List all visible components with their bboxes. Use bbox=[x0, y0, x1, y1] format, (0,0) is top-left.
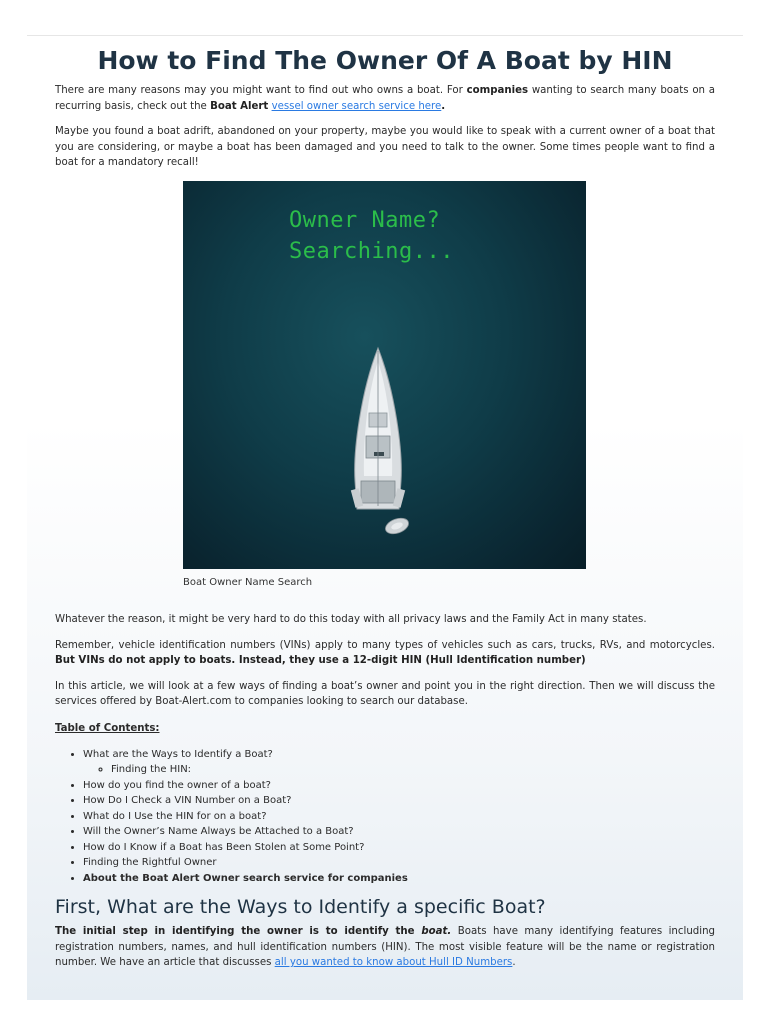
toc-item[interactable]: • About the Boat Alert Owner search service for companies bbox=[83, 871, 715, 887]
section-heading: First, What are the Ways to Identify a specific Boat? bbox=[55, 896, 546, 918]
toc-sublist bbox=[83, 762, 715, 778]
identify-section bbox=[55, 896, 715, 971]
toc-item[interactable]: • Finding the Rightful Owner bbox=[83, 855, 715, 871]
page-title: How to Find The Owner Of A Boat by HIN bbox=[97, 46, 673, 75]
toc-item[interactable]: • How do you find the owner of a boat? bbox=[83, 778, 715, 794]
sailboat-illustration bbox=[183, 181, 586, 569]
intro-text: wanting to search many boats on a recurring basis, check out the bbox=[55, 85, 715, 112]
toc-item[interactable]: • How do I Know if a Boat has Been Stolen at Some Point? bbox=[83, 840, 715, 856]
toc-subgroup bbox=[83, 762, 715, 778]
intro-paragraph-2: Maybe you found a boat adrift, abandoned on your property, maybe you would like to speak with a current owner of a boat that you are considering, or maybe a boat has been damaged and you need to talk to the owner. Some times people want to find a boat for a mandatory recall! bbox=[55, 126, 715, 169]
hin-bold: But VINs do not apply to boats. Instead, they use a 12-digit HIN (Hull Identification number) bbox=[55, 655, 586, 667]
toc-list bbox=[55, 747, 715, 887]
intro-section bbox=[55, 83, 715, 171]
hero-image bbox=[183, 181, 586, 569]
hero-caption: Boat Owner Name Search bbox=[183, 577, 313, 588]
section-paragraph bbox=[55, 924, 715, 971]
section-period: . bbox=[512, 957, 516, 969]
toc-item[interactable]: • What are the Ways to Identify a Boat? bbox=[83, 747, 715, 763]
toc-item[interactable]: • How Do I Check a VIN Number on a Boat? bbox=[83, 793, 715, 809]
section-text: Boats have many identifying features including registration numbers, names, and hull identification numbers (HIN). The most visible feature will be the name or registration number. We have an article that discusses bbox=[55, 926, 715, 969]
toc-item[interactable]: • What do I Use the HIN for on a boat? bbox=[83, 809, 715, 825]
intro-paragraph-1 bbox=[55, 83, 715, 114]
body-paragraph-3: Whatever the reason, it might be very hard to do this today with all privacy laws and the Family Act in many states. bbox=[55, 614, 647, 625]
page-container bbox=[27, 35, 743, 1000]
toc-heading: Table of Contents: bbox=[55, 723, 160, 734]
intro-period: . bbox=[441, 100, 446, 112]
vin-text: Remember, vehicle identification numbers (VINs) apply to many types of vehicles such as cars, trucks, RVs, and motorcycles. bbox=[55, 639, 715, 651]
companies-bold: companies bbox=[466, 85, 529, 96]
vessel-owner-search-link[interactable]: vessel owner search service here bbox=[271, 100, 442, 112]
toc-item[interactable]: • Will the Owner’s Name Always be Attached to a Boat? bbox=[83, 824, 715, 840]
boat-italic: boat. bbox=[421, 926, 452, 937]
initial-step-bold: The initial step in identifying the owner is to identify the bbox=[55, 926, 422, 937]
body-paragraph-5: In this article, we will look at a few ways of finding a boat’s owner and point you in the right direction. Then we will discuss the services offered by Boat-Alert.com to companies looking to search our database. bbox=[55, 680, 715, 708]
table-of-contents bbox=[55, 721, 715, 886]
body-paragraph-4 bbox=[55, 638, 715, 669]
hero-line-2: Searching... bbox=[289, 239, 454, 264]
hull-id-link[interactable]: all you wanted to know about Hull ID Numbers bbox=[274, 957, 513, 969]
body-section bbox=[55, 612, 715, 710]
toc-subitem[interactable]: ◦ Finding the HIN: bbox=[111, 762, 715, 778]
intro-text: There are many reasons may you might want to find out who owns a boat. For bbox=[55, 85, 467, 96]
hero-line-1: Owner Name? bbox=[289, 208, 441, 233]
boat-alert-bold: Boat Alert bbox=[210, 100, 269, 112]
